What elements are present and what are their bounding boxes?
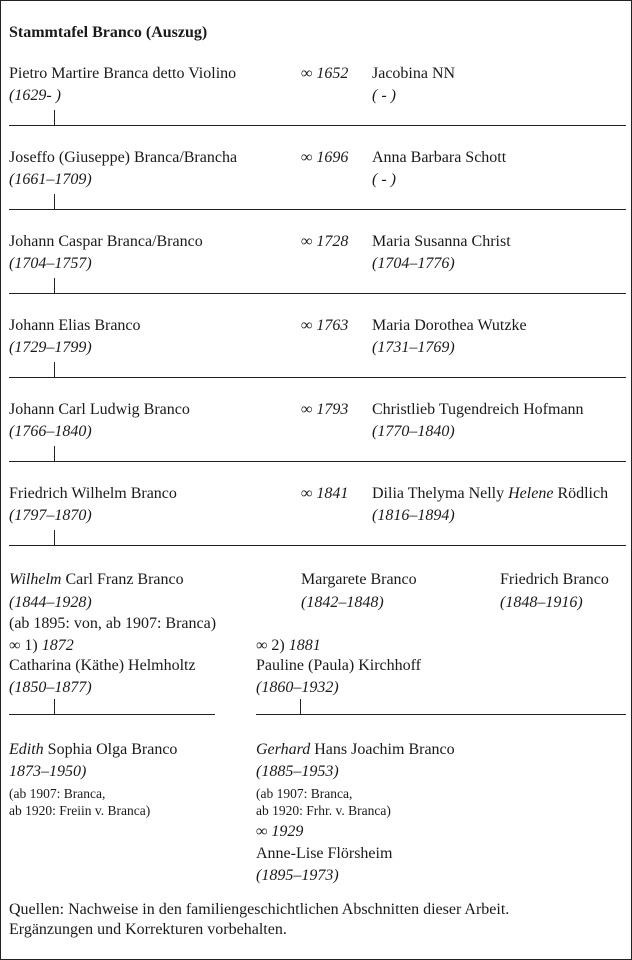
person-name: Friedrich Wilhelm Branco (9, 485, 177, 502)
person-dates: (1629- ) (9, 87, 61, 104)
spouse-name: Dilia Thelyma Nelly Helene Rödlich (372, 485, 609, 502)
connector-line (256, 714, 626, 715)
marriage-year: ∞ 1763 (301, 317, 349, 334)
sources-line: Ergänzungen und Korrekturen vorbehalten. (9, 921, 287, 938)
descent-line (54, 446, 55, 461)
spouse-dates: (1704–1776) (372, 255, 455, 272)
spouse-name: Catharina (Käthe) Helmholtz (9, 657, 196, 674)
connector-line (9, 714, 215, 715)
descent-line (54, 362, 55, 377)
descent-line (54, 699, 55, 714)
marriage-year: ∞ 1793 (301, 401, 349, 418)
person-dates: (1661–1709) (9, 171, 92, 188)
spouse-dates: (1816–1894) (372, 507, 455, 524)
wilhelm-dates: (1844–1928) (9, 594, 92, 611)
gerhard-note: (ab 1907: Branca, (256, 786, 353, 801)
spouse-dates: ( - ) (372, 87, 396, 104)
marriage-year: ∞ 1728 (301, 233, 349, 250)
connector-line (9, 377, 626, 378)
spouse-name: Maria Susanna Christ (372, 233, 511, 250)
person-dates: (1729–1799) (9, 339, 92, 356)
marriage-year: ∞ 1696 (301, 149, 349, 166)
table-title: Stammtafel Branco (Auszug) (9, 24, 208, 41)
edith-name: Edith Sophia Olga Branco (9, 741, 178, 758)
person-name: Pietro Martire Branca detto Violino (9, 65, 237, 82)
connector-line (9, 545, 626, 546)
descent-line (54, 278, 55, 293)
spouse-name: Jacobina NN (372, 65, 456, 82)
spouse-name: Pauline (Paula) Kirchhoff (256, 657, 421, 674)
descent-line (54, 110, 55, 125)
marriage-label: ∞ 2) 1881 (256, 637, 321, 654)
connector-line (9, 461, 626, 462)
spouse-dates: (1770–1840) (372, 423, 455, 440)
spouse-dates: (1860–1932) (256, 679, 339, 696)
spouse-dates: (1850–1877) (9, 679, 92, 696)
person-dates: (1766–1840) (9, 423, 92, 440)
person-dates: (1797–1870) (9, 507, 92, 524)
gerhard-marriage: ∞ 1929 (256, 823, 304, 840)
person-name: Joseffo (Giuseppe) Branca/Brancha (9, 149, 238, 166)
gerhard-note: ab 1920: Frhr. v. Branca) (256, 803, 391, 818)
spouse-dates: ( - ) (372, 171, 396, 188)
descent-line (54, 530, 55, 545)
person-dates: (1704–1757) (9, 255, 92, 272)
connector-line (9, 209, 626, 210)
gerhard-name: Gerhard Hans Joachim Branco (256, 741, 455, 758)
wilhelm-name: Wilhelm Carl Franz Branco (9, 571, 184, 588)
connector-line (9, 125, 626, 126)
spouse-dates: (1731–1769) (372, 339, 455, 356)
person-name: Johann Carl Ludwig Branco (9, 401, 190, 418)
sibling-dates: (1848–1916) (500, 594, 583, 611)
sibling-dates: (1842–1848) (301, 594, 384, 611)
wilhelm-note: (ab 1895: von, ab 1907: Branca) (9, 615, 217, 632)
person-name: Johann Caspar Branca/Branco (9, 233, 203, 250)
sibling-name: Margarete Branco (301, 571, 417, 588)
person-name: Johann Elias Branco (9, 317, 141, 334)
descent-line (54, 194, 55, 209)
marriage-year: ∞ 1841 (301, 485, 349, 502)
marriage-year: ∞ 1652 (301, 65, 349, 82)
descent-line (300, 699, 301, 714)
edith-dates: 1873–1950) (9, 763, 87, 780)
connector-line (9, 293, 626, 294)
spouse-name: Christlieb Tugendreich Hofmann (372, 401, 584, 418)
sibling-name: Friedrich Branco (500, 571, 609, 588)
gerhard-spouse: Anne-Lise Flörsheim (256, 845, 393, 862)
spouse-name: Maria Dorothea Wutzke (372, 317, 527, 334)
sources-line: Quellen: Nachweise in den familiengeschichtlichen Abschnitten dieser Arbeit. (9, 901, 510, 918)
edith-note: (ab 1907: Branca, (9, 786, 106, 801)
edith-note: ab 1920: Freiin v. Branca) (9, 803, 151, 818)
gerhard-dates: (1885–1953) (256, 763, 339, 780)
gerhard-spouse-dates: (1895–1973) (256, 867, 339, 884)
spouse-name: Anna Barbara Schott (372, 149, 507, 166)
marriage-label: ∞ 1) 1872 (9, 637, 74, 654)
